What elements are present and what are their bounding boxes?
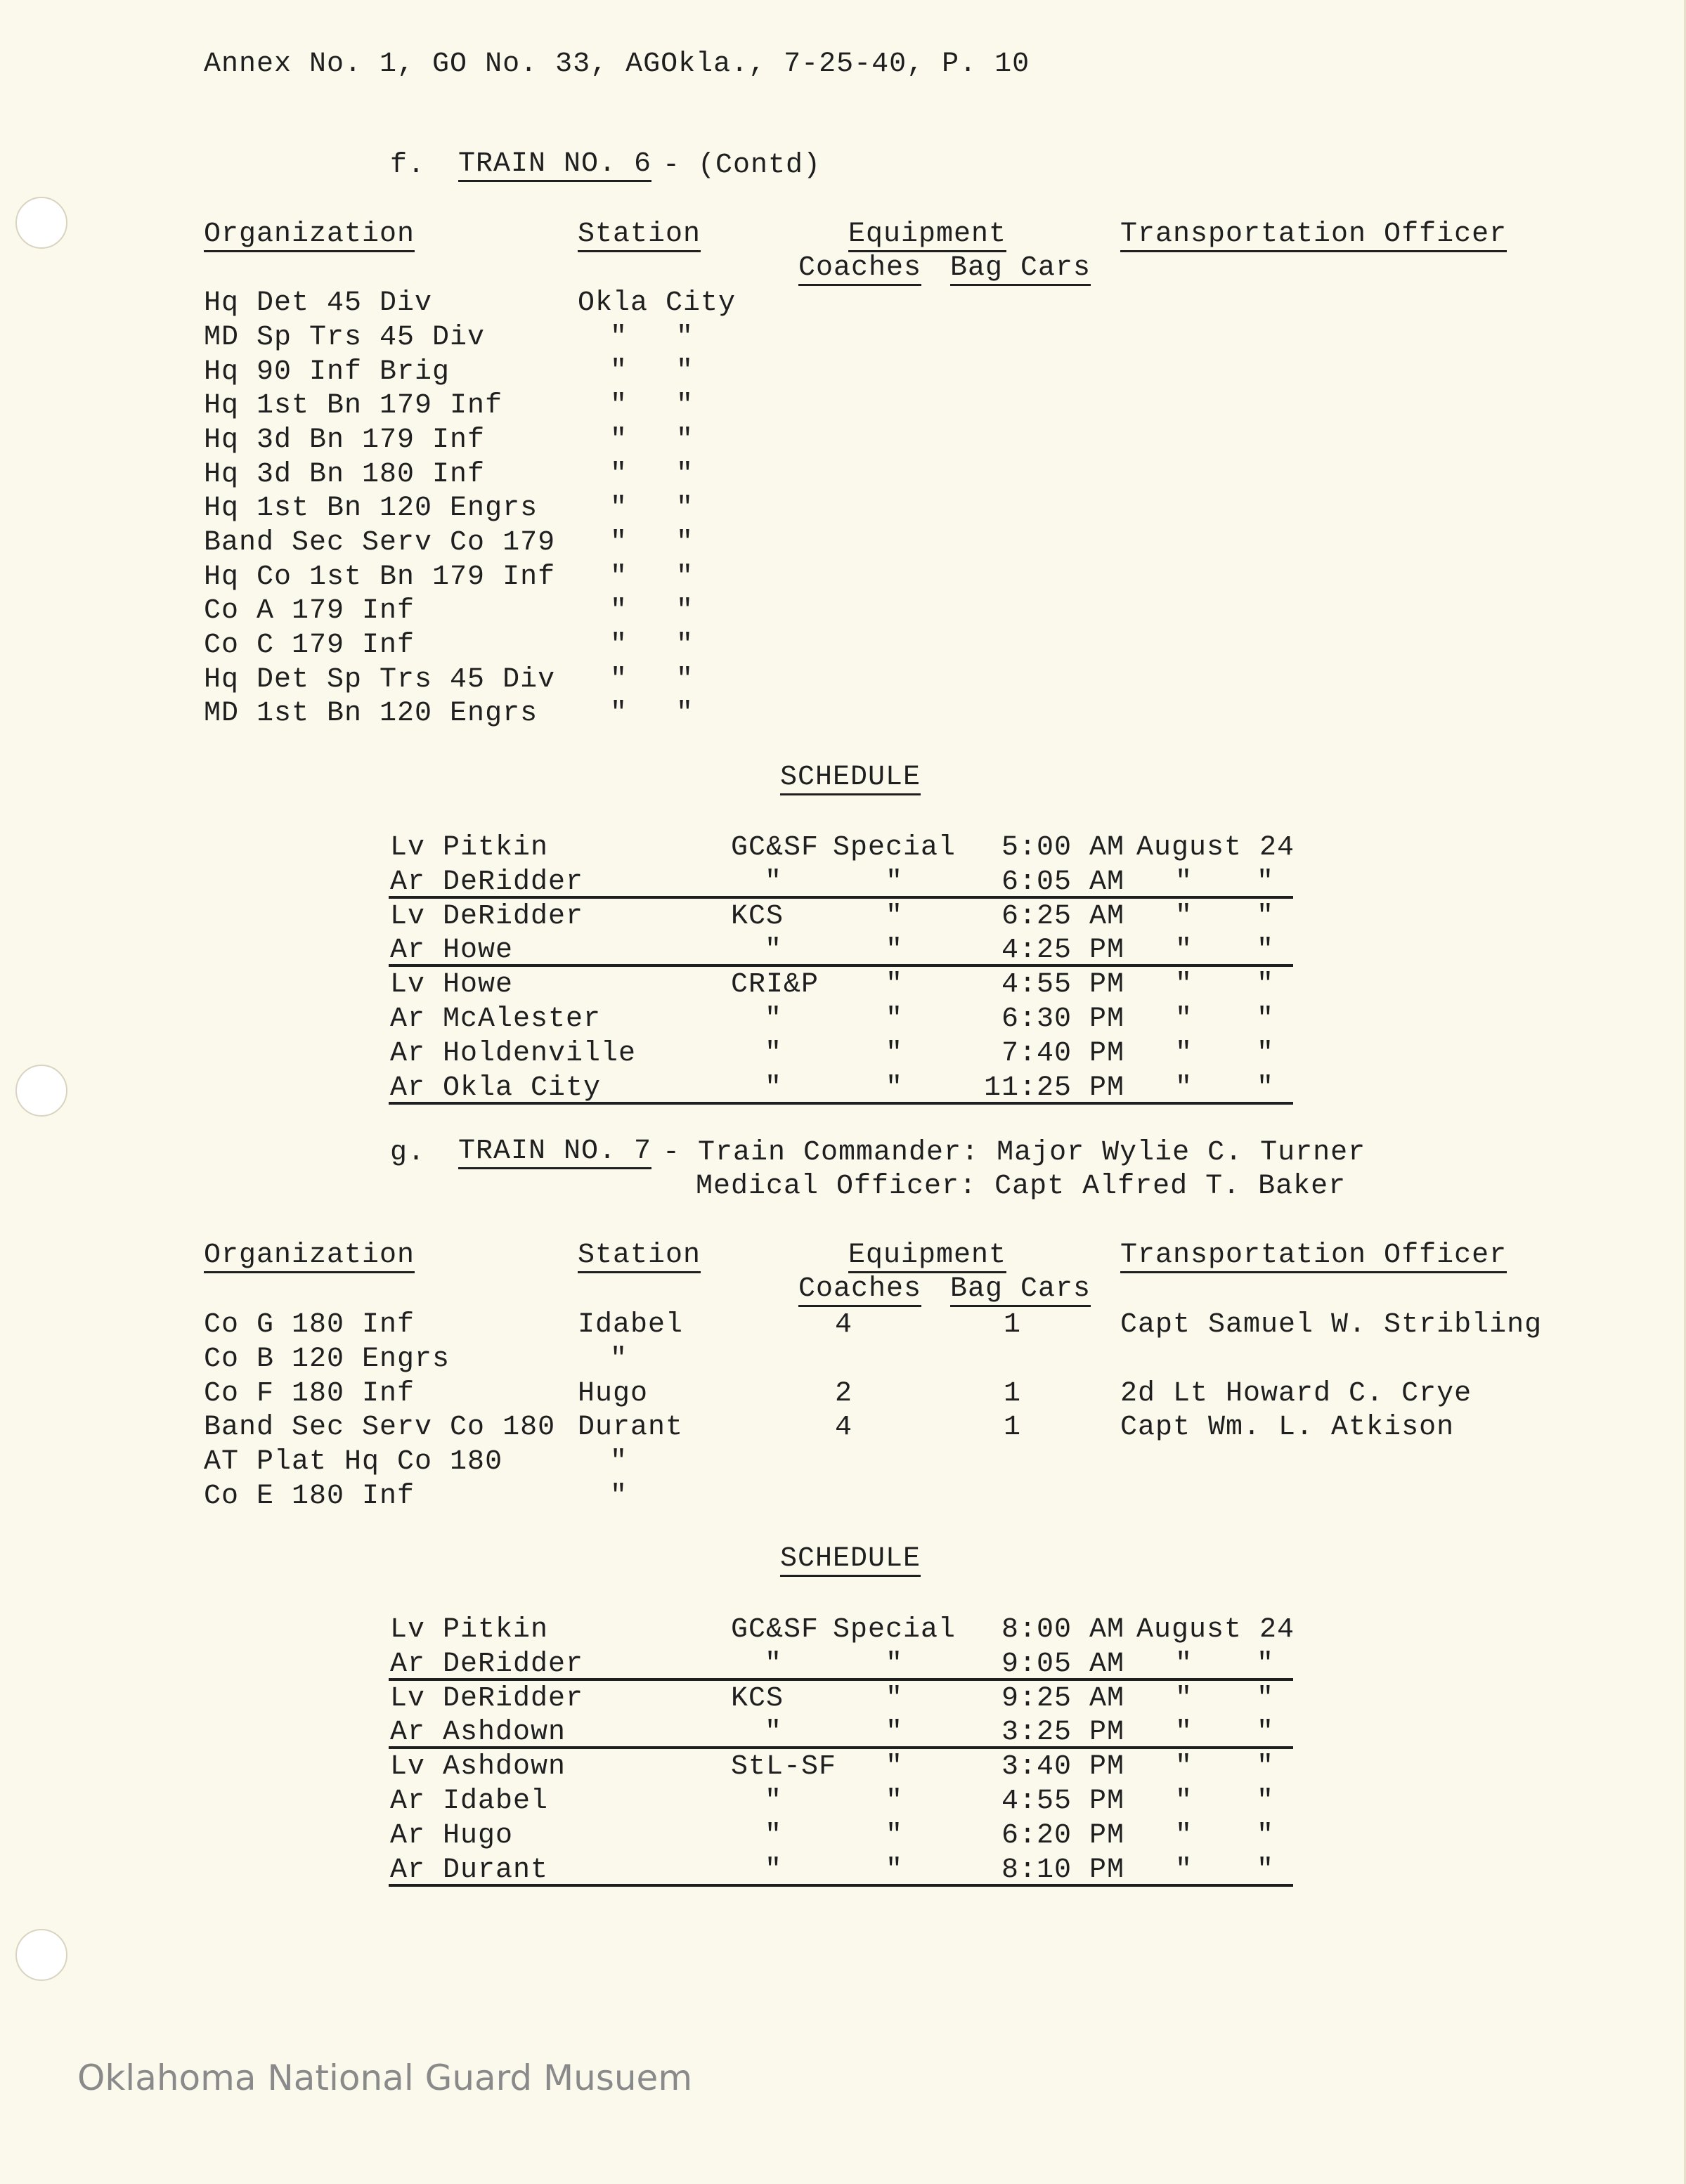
col-organization: Organization <box>204 1240 415 1273</box>
ditto-mark: " <box>1175 900 1193 932</box>
coaches-cell: 4 <box>835 1412 853 1444</box>
schedule-rule <box>389 896 1293 899</box>
ditto-mark: " <box>1257 1854 1275 1886</box>
ditto-mark: " <box>676 561 694 593</box>
col-coaches: Coaches <box>798 253 921 286</box>
ditto-mark: " <box>610 595 628 628</box>
transportation-officer-cell: 2d Lt Howard C. Crye <box>1120 1377 1472 1410</box>
schedule-title: SCHEDULE <box>780 1544 921 1577</box>
ditto-mark: " <box>1175 1717 1193 1749</box>
org-row: Hq 3d Bn 179 Inf <box>204 424 486 456</box>
ditto-mark: " <box>765 1003 783 1035</box>
ditto-mark: " <box>1257 1648 1275 1680</box>
schedule-time: 4:25 PM <box>1001 935 1124 967</box>
coaches-cell: 2 <box>835 1377 853 1410</box>
schedule-time: 9:05 AM <box>1001 1648 1124 1680</box>
ditto-mark: " <box>610 663 628 696</box>
punch-hole <box>15 1929 67 1981</box>
ditto-mark: " <box>1175 1751 1193 1783</box>
ditto-mark: " <box>886 1003 904 1035</box>
section-g-letter: g. <box>390 1137 426 1169</box>
ditto-mark: " <box>610 1343 628 1375</box>
col-equipment: Equipment <box>848 219 1006 252</box>
org-row: Co A 179 Inf <box>204 595 415 627</box>
transportation-officer-cell: Capt Samuel W. Stribling <box>1120 1309 1543 1341</box>
schedule-railroad: KCS <box>731 900 784 932</box>
col-bag-cars: Bag Cars <box>950 253 1091 286</box>
ditto-mark: " <box>765 1072 783 1104</box>
ditto-mark: " <box>1175 969 1193 1001</box>
schedule-place: Lv Howe <box>390 969 514 1001</box>
schedule-title: SCHEDULE <box>780 762 921 795</box>
ditto-mark: " <box>1257 1819 1275 1852</box>
ditto-mark: " <box>1175 1003 1193 1035</box>
org-row: AT Plat Hq Co 180 <box>204 1446 503 1478</box>
punch-hole <box>15 197 67 249</box>
schedule-time: 3:25 PM <box>1001 1717 1124 1749</box>
schedule-time: 6:25 AM <box>1001 900 1124 932</box>
schedule-place: Ar Idabel <box>390 1786 549 1817</box>
schedule-rule <box>389 964 1293 967</box>
schedule-rule <box>389 1746 1293 1749</box>
org-row: Hq Det 45 Div <box>204 287 433 319</box>
schedule-time: 7:40 PM <box>1001 1037 1124 1070</box>
ditto-mark: " <box>610 698 628 730</box>
ditto-mark: " <box>886 1682 904 1715</box>
col-station: Station <box>578 1240 701 1273</box>
ditto-mark: " <box>610 561 628 593</box>
ditto-mark: " <box>676 595 694 628</box>
schedule-time: 6:30 PM <box>1001 1003 1124 1035</box>
ditto-mark: " <box>676 356 694 388</box>
ditto-mark: " <box>765 1786 783 1817</box>
ditto-mark: " <box>765 866 783 898</box>
schedule-railroad: KCS <box>731 1682 784 1715</box>
schedule-place: Ar Durant <box>390 1854 549 1886</box>
org-row: Hq 90 Inf Brig <box>204 356 450 388</box>
schedule-place: Ar DeRidder <box>390 1648 584 1680</box>
schedule-place: Ar Holdenville <box>390 1037 637 1070</box>
coaches-cell: 4 <box>835 1309 853 1341</box>
org-row: Band Sec Serv Co 179 <box>204 527 556 559</box>
ditto-mark: " <box>1257 935 1275 967</box>
ditto-mark: " <box>610 1481 628 1512</box>
schedule-rule <box>389 1678 1293 1681</box>
section-f-suffix: - (Contd) <box>663 150 822 181</box>
org-row: Band Sec Serv Co 180 <box>204 1412 556 1444</box>
ditto-mark: " <box>676 526 694 559</box>
schedule-time: 9:25 AM <box>1001 1682 1124 1715</box>
ditto-mark: " <box>886 1751 904 1783</box>
schedule-place: Ar Howe <box>390 935 514 967</box>
bag-cars-cell: 1 <box>1004 1377 1022 1410</box>
schedule-railroad: CRI&P <box>731 969 819 1001</box>
ditto-mark: " <box>765 1648 783 1680</box>
schedule-time: 6:20 PM <box>1001 1819 1124 1852</box>
schedule-time: 4:55 PM <box>1001 1786 1124 1817</box>
ditto-mark: " <box>886 1717 904 1749</box>
bag-cars-cell: 1 <box>1004 1309 1022 1341</box>
ditto-mark: " <box>1175 1648 1193 1680</box>
ditto-mark: " <box>1175 866 1193 898</box>
schedule-place: Ar McAlester <box>390 1003 602 1035</box>
station-cell: Idabel <box>578 1309 684 1341</box>
col-transportation-officer: Transportation Officer <box>1120 1240 1507 1273</box>
col-transportation-officer: Transportation Officer <box>1120 219 1507 252</box>
ditto-mark: " <box>610 526 628 559</box>
col-coaches: Coaches <box>798 1274 921 1307</box>
schedule-time: 8:00 AM <box>1001 1614 1124 1646</box>
ditto-mark: " <box>676 493 694 525</box>
ditto-mark: " <box>610 356 628 388</box>
ditto-mark: " <box>886 1037 904 1070</box>
ditto-mark: " <box>676 424 694 456</box>
ditto-mark: " <box>765 1819 783 1852</box>
ditto-mark: " <box>610 1446 628 1478</box>
schedule-place: Ar Hugo <box>390 1819 514 1852</box>
ditto-mark: " <box>676 663 694 696</box>
section-g-train-title: TRAIN NO. 7 <box>458 1136 651 1169</box>
ditto-mark: " <box>765 935 783 967</box>
schedule-time: 5:00 AM <box>1001 832 1124 864</box>
ditto-mark: " <box>765 1854 783 1886</box>
org-row: MD Sp Trs 45 Div <box>204 322 486 353</box>
ditto-mark: " <box>886 1819 904 1852</box>
col-station: Station <box>578 219 701 252</box>
schedule-time: 11:25 PM <box>983 1072 1124 1104</box>
museum-watermark: Oklahoma National Guard Musuem <box>77 2058 693 2098</box>
ditto-mark: " <box>1175 1037 1193 1070</box>
ditto-mark: " <box>1175 1786 1193 1817</box>
ditto-mark: " <box>676 321 694 353</box>
org-row: Co G 180 Inf <box>204 1309 415 1341</box>
ditto-mark: " <box>886 1648 904 1680</box>
ditto-mark: " <box>765 1037 783 1070</box>
ditto-mark: " <box>1257 1786 1275 1817</box>
ditto-mark: " <box>610 424 628 456</box>
ditto-mark: " <box>1175 1682 1193 1715</box>
ditto-mark: " <box>610 458 628 490</box>
transportation-officer-cell: Capt Wm. L. Atkison <box>1120 1412 1455 1444</box>
ditto-mark: " <box>610 630 628 661</box>
org-row: Co F 180 Inf <box>204 1377 415 1410</box>
ditto-mark: " <box>610 390 628 422</box>
ditto-mark: " <box>1175 935 1193 967</box>
schedule-rule <box>389 1102 1293 1105</box>
schedule-place: Lv Pitkin <box>390 832 549 864</box>
org-row: Hq 1st Bn 179 Inf <box>204 390 503 422</box>
section-f-train-title: TRAIN NO. 6 <box>458 149 651 182</box>
org-row: Hq 1st Bn 120 Engrs <box>204 493 538 524</box>
ditto-mark: " <box>886 900 904 932</box>
ditto-mark: " <box>886 1854 904 1886</box>
ditto-mark: " <box>886 1072 904 1104</box>
punch-hole <box>15 1065 67 1117</box>
schedule-date: August 24 <box>1136 1614 1295 1646</box>
ditto-mark: " <box>676 630 694 661</box>
schedule-railroad: GC&SF <box>731 832 819 864</box>
ditto-mark: " <box>676 458 694 490</box>
medical-officer-line: Medical Officer: Capt Alfred T. Baker <box>696 1171 1347 1202</box>
schedule-railroad: StL-SF <box>731 1751 837 1783</box>
ditto-mark: " <box>1175 1854 1193 1886</box>
train-commander-line: - Train Commander: Major Wylie C. Turner <box>663 1137 1366 1169</box>
schedule-place: Lv Ashdown <box>390 1751 566 1783</box>
ditto-mark: " <box>676 390 694 422</box>
org-row: Hq Det Sp Trs 45 Div <box>204 664 556 696</box>
ditto-mark: " <box>886 1786 904 1817</box>
org-row: Co C 179 Inf <box>204 630 415 661</box>
ditto-mark: " <box>1257 866 1275 898</box>
schedule-railroad: GC&SF <box>731 1614 819 1646</box>
schedule-train-type: Special <box>833 1614 957 1646</box>
org-row: MD 1st Bn 120 Engrs <box>204 698 538 729</box>
station-cell: Hugo <box>578 1377 649 1410</box>
ditto-mark: " <box>1257 1072 1275 1104</box>
schedule-time: 8:10 PM <box>1001 1854 1124 1886</box>
org-row: Hq 3d Bn 180 Inf <box>204 459 486 490</box>
schedule-place: Lv DeRidder <box>390 900 584 932</box>
bag-cars-cell: 1 <box>1004 1412 1022 1444</box>
schedule-place: Ar DeRidder <box>390 866 584 898</box>
ditto-mark: " <box>1257 1751 1275 1783</box>
schedule-place: Lv Pitkin <box>390 1614 549 1646</box>
schedule-date: August 24 <box>1136 832 1295 864</box>
schedule-rule <box>389 1884 1293 1887</box>
ditto-mark: " <box>1175 1819 1193 1852</box>
station-cell: Okla City <box>578 287 737 319</box>
ditto-mark: " <box>1175 1072 1193 1104</box>
schedule-time: 3:40 PM <box>1001 1751 1124 1783</box>
ditto-mark: " <box>1257 1717 1275 1749</box>
schedule-place: Ar Ashdown <box>390 1717 566 1749</box>
ditto-mark: " <box>886 969 904 1001</box>
schedule-time: 4:55 PM <box>1001 969 1124 1001</box>
section-f-letter: f. <box>390 150 426 181</box>
col-organization: Organization <box>204 219 415 252</box>
col-equipment: Equipment <box>848 1240 1006 1273</box>
org-row: Co E 180 Inf <box>204 1481 415 1512</box>
col-bag-cars: Bag Cars <box>950 1274 1091 1307</box>
ditto-mark: " <box>1257 969 1275 1001</box>
ditto-mark: " <box>765 1717 783 1749</box>
schedule-train-type: Special <box>833 832 957 864</box>
annex-header: Annex No. 1, GO No. 33, AGOkla., 7-25-40, P. 10 <box>204 48 1030 80</box>
org-row: Co B 120 Engrs <box>204 1343 450 1375</box>
schedule-place: Lv DeRidder <box>390 1682 584 1715</box>
station-cell: Durant <box>578 1412 684 1444</box>
ditto-mark: " <box>886 866 904 898</box>
schedule-time: 6:05 AM <box>1001 866 1124 898</box>
ditto-mark: " <box>886 935 904 967</box>
ditto-mark: " <box>1257 900 1275 932</box>
ditto-mark: " <box>1257 1037 1275 1070</box>
ditto-mark: " <box>676 698 694 730</box>
schedule-place: Ar Okla City <box>390 1072 602 1104</box>
ditto-mark: " <box>610 321 628 353</box>
org-row: Hq Co 1st Bn 179 Inf <box>204 561 556 593</box>
ditto-mark: " <box>1257 1682 1275 1715</box>
ditto-mark: " <box>610 493 628 525</box>
ditto-mark: " <box>1257 1003 1275 1035</box>
